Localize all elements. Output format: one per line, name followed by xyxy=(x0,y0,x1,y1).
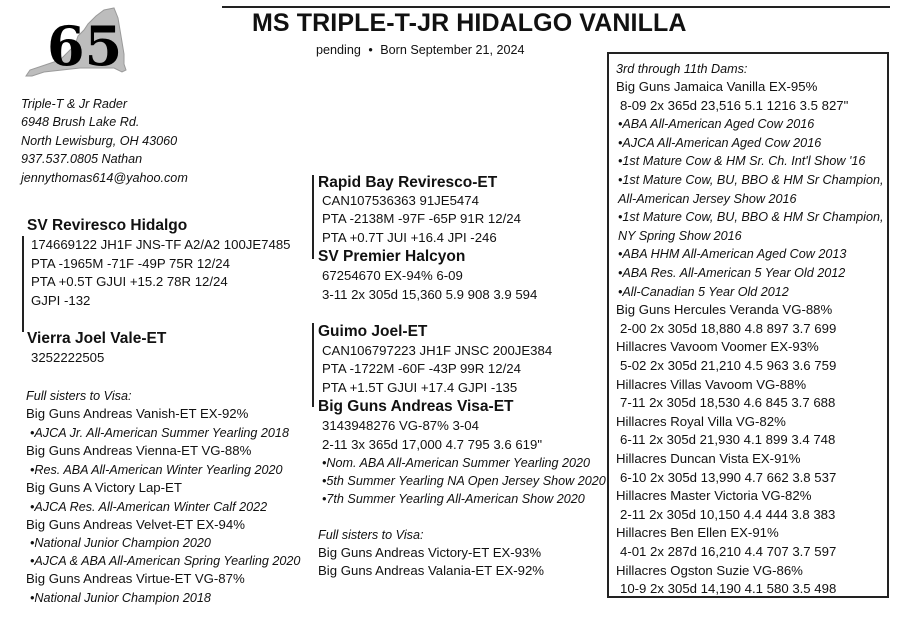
sister-name: Big Guns Andreas Valania-ET EX-92% xyxy=(318,563,545,578)
dam-ancestor-name: Hillacres Villas Vavoom VG-88% xyxy=(616,376,807,392)
sire-sire-pta-1: PTA -2138M -97F -65P 91R 12/24 xyxy=(322,211,521,226)
sister-note: •AJCA & ABA All-American Spring Yearling 2020 xyxy=(30,554,301,568)
maternal-grandsire-id: 3252222505 xyxy=(31,350,105,365)
dam-ancestor-name: Big Guns Jamaica Vanilla EX-95% xyxy=(616,79,818,94)
dam-sire-bracket xyxy=(312,323,314,407)
sire-sire-name: Rapid Bay Reviresco-ET xyxy=(318,174,498,191)
dam-id: 3143948276 VG-87% 3-04 xyxy=(322,418,479,433)
consignor-phone: 937.537.0805 Nathan xyxy=(21,152,143,166)
sire-id-line: 174669122 JH1F JNS-TF A2/A2 100JE7485 xyxy=(31,237,291,252)
birth-date: Born September 21, 2024 xyxy=(380,43,525,57)
dam-ancestor-name: Hillacres Royal Villa VG-82% xyxy=(616,413,786,429)
sire-sire-bracket xyxy=(312,175,314,259)
sister-name: Big Guns Andreas Velvet-ET EX-94% xyxy=(26,517,245,532)
consignor-email[interactable]: jennythomas614@yahoo.com xyxy=(21,171,188,185)
dam-ancestor-honor: All-American Jersey Show 2016 xyxy=(618,191,797,206)
dam-ancestor-record: 2-11 2x 305d 10,150 4.4 444 3.8 383 xyxy=(620,506,836,522)
dam-ancestor-honor: •ABA HHM All-American Aged Cow 2013 xyxy=(618,247,847,262)
dam-ancestor-record: 7-11 2x 305d 18,530 4.6 845 3.7 688 xyxy=(620,395,836,411)
page-title: MS TRIPLE-T-JR HIDALGO VANILLA xyxy=(252,9,687,37)
dam-ancestor-record: 2-00 2x 305d 18,880 4.8 897 3.7 699 xyxy=(620,320,837,336)
sire-name: SV Reviresco Hidalgo xyxy=(27,217,188,234)
sire-dam-id: 67254670 EX-94% 6-09 xyxy=(322,268,463,283)
dam-honor: •7th Summer Yearling All-American Show 2020 xyxy=(322,492,585,506)
dam-ancestor-name: Hillacres Ogston Suzie VG-86% xyxy=(616,562,803,578)
sire-pta-line-2: PTA +0.5T GJUI +15.2 78R 12/24 xyxy=(31,274,228,289)
dam-ancestor-honor: •1st Mature Cow, BU, BBO & HM Sr Champion, xyxy=(618,210,884,225)
dam-ancestor-record: 6-11 2x 305d 21,930 4.1 899 3.4 748 xyxy=(620,432,836,448)
dam-name: Big Guns Andreas Visa-ET xyxy=(318,398,514,415)
dam-ancestor-honor: •ABA All-American Aged Cow 2016 xyxy=(618,117,815,132)
sire-sire-pta-2: PTA +0.7T JUI +16.4 JPI -246 xyxy=(322,230,497,245)
lot-number: 65 xyxy=(47,14,123,78)
full-sisters-heading-left: Full sisters to Visa: xyxy=(26,389,132,403)
dam-ancestor-name: Hillacres Vavoom Voomer EX-93% xyxy=(616,339,819,355)
sister-name: Big Guns A Victory Lap-ET xyxy=(26,480,182,495)
dam-ancestor-honor: NY Spring Show 2016 xyxy=(618,228,742,243)
sister-note: •Res. ABA All-American Winter Yearling 2020 xyxy=(30,463,283,477)
dam-sire-name: Guimo Joel-ET xyxy=(318,323,428,340)
dam-sire-pta-2: PTA +1.5T GJUI +17.4 GJPI -135 xyxy=(322,380,518,395)
dam-sire-id: CAN106797223 JH1F JNSC 200JE384 xyxy=(322,343,553,358)
sire-dam-name: SV Premier Halcyon xyxy=(318,248,466,265)
sister-name: Big Guns Andreas Victory-ET EX-93% xyxy=(318,545,542,560)
consignor-street: 6948 Brush Lake Rd. xyxy=(21,115,140,129)
dam-ancestor-name: Hillacres Duncan Vista EX-91% xyxy=(616,451,801,466)
sire-pta-line-1: PTA -1965M -71F -49P 75R 12/24 xyxy=(31,256,230,271)
dam-ancestor-record: 4-01 2x 287d 16,210 4.4 707 3.7 597 xyxy=(620,544,837,559)
dam-ancestor-honor: •1st Mature Cow & HM Sr. Ch. Int'l Show '16 xyxy=(618,154,866,169)
sister-note: •National Junior Champion 2018 xyxy=(30,591,211,605)
dam-ancestor-honor: •ABA Res. All-American 5 Year Old 2012 xyxy=(618,266,846,280)
sister-name: Big Guns Andreas Virtue-ET VG-87% xyxy=(26,571,245,586)
dam-ancestor-honor: •AJCA All-American Aged Cow 2016 xyxy=(618,135,822,150)
sire-gjpi-line: GJPI -132 xyxy=(31,293,91,308)
dam-ancestor-record: 8-09 2x 365d 23,516 5.1 1216 3.5 827" xyxy=(620,97,849,113)
birth-line xyxy=(316,42,524,58)
sister-note: •AJCA Res. All-American Winter Calf 2022 xyxy=(30,500,268,514)
sire-bracket xyxy=(22,236,24,332)
dam-ancestor-record: 6-10 2x 305d 13,990 4.7 662 3.8 537 xyxy=(620,469,837,485)
status-text: pending xyxy=(316,43,361,57)
dam-record: 2-11 3x 365d 17,000 4.7 795 3.6 619" xyxy=(322,437,543,452)
maternal-grandsire-name: Vierra Joel Vale-ET xyxy=(27,330,167,347)
consignor-name: Triple-T & Jr Rader xyxy=(21,97,128,111)
full-sisters-heading-mid: Full sisters to Visa: xyxy=(318,528,424,542)
dam-ancestor-name: Hillacres Master Victoria VG-82% xyxy=(616,488,812,504)
dam-honor: •5th Summer Yearling NA Open Jersey Show 2020 xyxy=(322,474,606,488)
sister-note: •National Junior Champion 2020 xyxy=(30,536,211,550)
separator-dot: • xyxy=(368,43,373,57)
dam-ancestor-honor: •1st Mature Cow, BU, BBO & HM Sr Champion, xyxy=(618,173,884,187)
sister-name: Big Guns Andreas Vienna-ET VG-88% xyxy=(26,443,252,458)
dam-ancestor-record: 10-9 2x 305d 14,190 4.1 580 3.5 498 xyxy=(620,581,837,597)
dams-heading: 3rd through 11th Dams: xyxy=(616,62,748,76)
sister-note: •AJCA Jr. All-American Summer Yearling 2018 xyxy=(30,426,289,440)
sister-name: Big Guns Andreas Vanish-ET EX-92% xyxy=(26,406,249,421)
dam-honor: •Nom. ABA All-American Summer Yearling 2020 xyxy=(322,456,591,470)
consignor-city: North Lewisburg, OH 43060 xyxy=(21,134,178,148)
dam-ancestor-record: 5-02 2x 305d 21,210 4.5 963 3.6 759 xyxy=(620,358,837,373)
sire-sire-id: CAN107536363 91JE5474 xyxy=(322,193,479,208)
dam-sire-pta-1: PTA -1722M -60F -43P 99R 12/24 xyxy=(322,361,521,376)
dam-ancestor-name: Big Guns Hercules Veranda VG-88% xyxy=(616,302,833,318)
dam-ancestor-honor: •All-Canadian 5 Year Old 2012 xyxy=(618,284,789,299)
sire-dam-record: 3-11 2x 305d 15,360 5.9 908 3.9 594 xyxy=(322,287,538,302)
dam-ancestor-name: Hillacres Ben Ellen EX-91% xyxy=(616,525,779,541)
